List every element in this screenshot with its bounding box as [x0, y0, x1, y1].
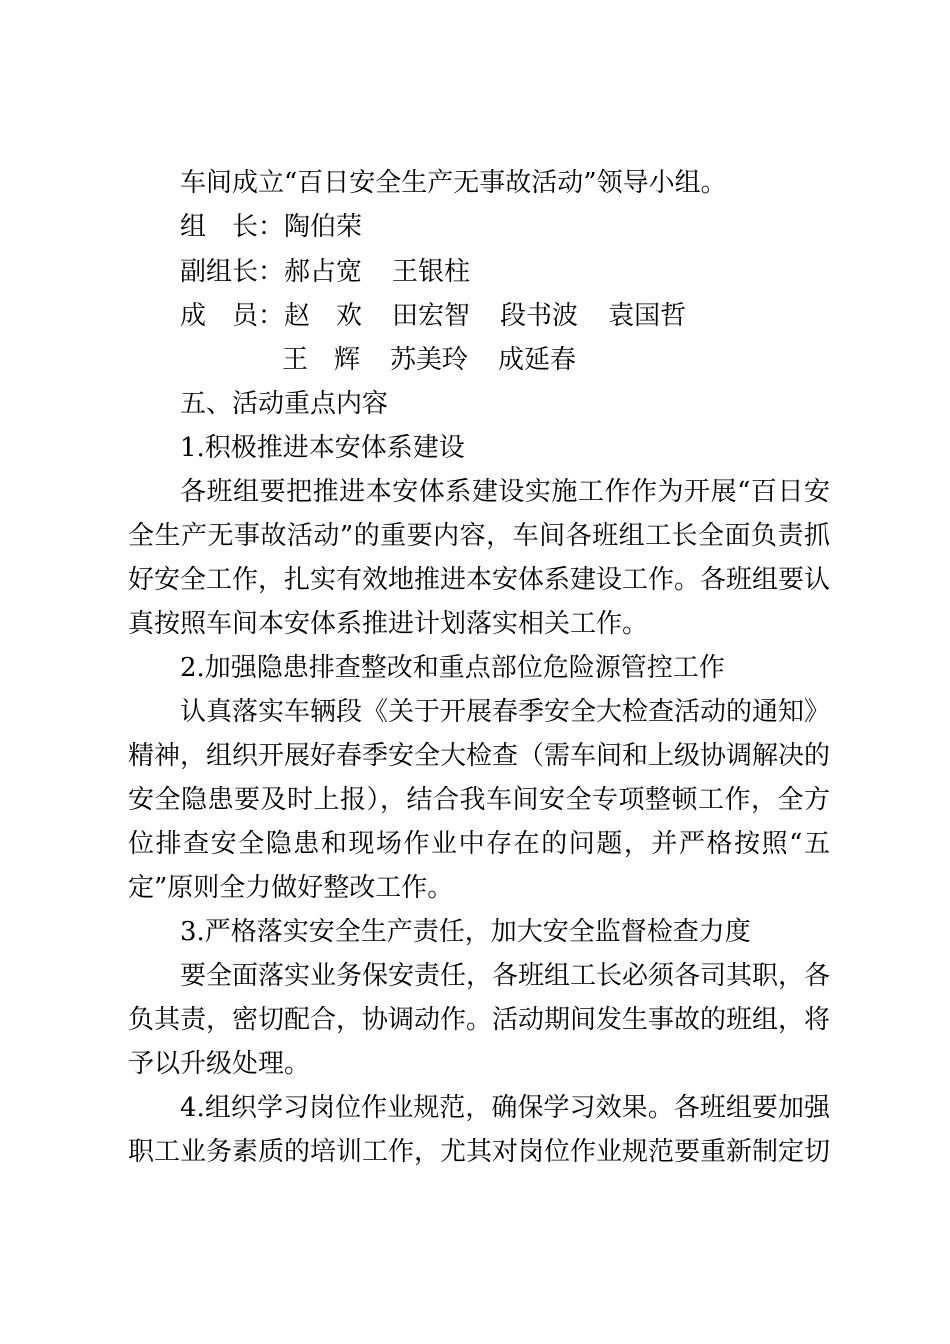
item-body-line: 要全面落实业务保安责任，各班组工长必须各司其职，各 [180, 961, 831, 991]
item-body-line: 认真落实车辆段《关于开展春季安全大检查活动的通知》 [180, 697, 831, 727]
item-body-line: 各班组要把推进本安体系建设实施工作作为开展“百日安 [180, 477, 830, 507]
section-heading: 五、活动重点内容 [180, 389, 389, 419]
member-name: 袁国哲 [608, 301, 687, 331]
item-body-line: 位排查安全隐患和现场作业中存在的问题，并严格按照“五 [128, 829, 830, 859]
item-heading: 1.积极推进本安体系建设 [180, 433, 465, 463]
item-body-line: 4.组织学习岗位作业规范，确保学习效果。各班组要加强 [180, 1093, 830, 1123]
item-heading: 2.加强隐患排查整改和重点部位危险源管控工作 [180, 653, 725, 683]
item-body-line: 真按照车间本安体系推进计划落实相关工作。 [128, 609, 649, 639]
member-name: 赵 欢 [284, 301, 363, 331]
item-body-line: 精神，组织开展好春季安全大检查（需车间和上级协调解决的 [128, 741, 831, 771]
member-name: 段书波 [500, 301, 579, 331]
leader-label: 组 长： [180, 212, 285, 242]
intro-paragraph: 车间成立“百日安全生产无事故活动”领导小组。 [180, 168, 727, 198]
member-name: 王 辉 [282, 345, 361, 375]
item-body-line: 安全隐患要及时上报），结合我车间安全专项整顿工作，全方 [128, 785, 830, 815]
members-label: 成 员： [180, 301, 285, 331]
item-body-line: 定”原则全力做好整改工作。 [128, 873, 454, 903]
members-row-1 [180, 301, 686, 331]
members-row-2 [282, 345, 576, 375]
leader-row [180, 212, 362, 242]
leader-name: 陶伯荣 [284, 212, 363, 242]
item-body-line: 全生产无事故活动”的重要内容，车间各班组工长全面负责抓 [128, 521, 830, 551]
item-heading: 3.严格落实安全生产责任，加大安全监督检查力度 [180, 917, 751, 947]
deputy-name: 郝占宽 [284, 257, 363, 287]
item-body-line: 好安全工作，扎实有效地推进本安体系建设工作。各班组要认 [128, 565, 831, 595]
member-name: 成延春 [498, 345, 577, 375]
item-body-line: 负其责，密切配合，协调动作。活动期间发生事故的班组，将 [128, 1005, 831, 1035]
member-name: 田宏智 [392, 301, 471, 331]
item-body-line: 职工业务素质的培训工作，尤其对岗位作业规范要重新制定切 [128, 1137, 831, 1167]
member-name: 苏美玲 [390, 345, 469, 375]
deputy-name: 王银柱 [392, 257, 471, 287]
deputy-label: 副组长： [180, 257, 285, 287]
item-body-line: 予以升级处理。 [128, 1049, 311, 1079]
deputy-row [180, 257, 470, 287]
